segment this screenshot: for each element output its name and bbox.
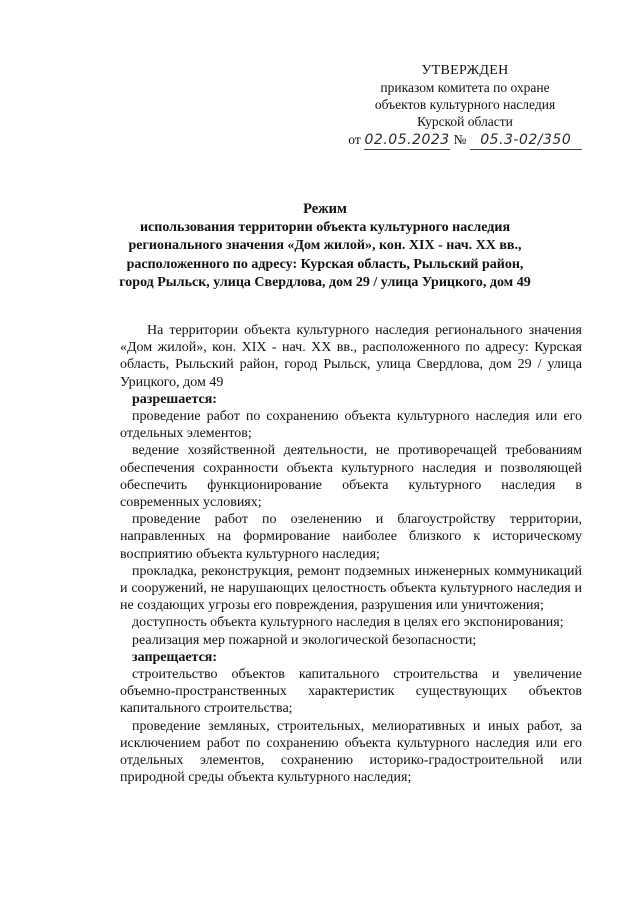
allowed-item: прокладка, реконструкция, ремонт подземных инженерных коммуникаций и сооружений, не нарушающих целостность объекта культурного наследия и не создающих угрозы его повреждения, разрушения или уничтожения;	[120, 563, 582, 614]
allowed-item: доступность объекта культурного наследия в целях его экспонирования;	[132, 615, 564, 631]
from-prefix: от	[348, 132, 361, 147]
approval-block	[330, 62, 600, 150]
intro-paragraph: На территории объекта культурного наследия регионального значения «Дом жилой», кон. XIX - нач. XX вв., расположенного по адресу: Курская область, Рыльский район, город Рыльск, улица Свердлова, дом 29 / улица Урицкого, дом 49	[120, 323, 582, 390]
approval-line-1: приказом комитета по охране	[380, 80, 550, 95]
approval-heading: УТВЕРЖДЕН	[421, 63, 509, 78]
document-body	[120, 322, 582, 786]
allowed-item: ведение хозяйственной деятельности, не противоречащей требованиям обеспечения сохранности объекта культурного наследия и позволяющей обеспечить функционирование объекта культурного наследия в современных условиях;	[120, 443, 582, 511]
title-line-2: использования территории объекта культурного наследия	[139, 219, 511, 235]
title-line-3: регионального значения «Дом жилой», кон. XIX - нач. XX вв.,	[128, 238, 522, 254]
approval-date-number-row	[330, 131, 600, 150]
forbidden-item: проведение земляных, строительных, мелиоративных и иных работ, за исключением работ по сохранению объекта культурного наследия или его отдельных элементов, сохранению историко-градостроительной или природной среды объекта культурного наследия;	[120, 718, 582, 786]
approval-line-2: объектов культурного наследия	[374, 97, 556, 112]
allowed-label: разрешается:	[132, 391, 217, 407]
allowed-item: проведение работ по озеленению и благоустройству территории, направленных на формирование наиболее близкого к историческому восприятию объекта культурного наследия;	[120, 512, 582, 562]
forbidden-label: запрещается:	[132, 649, 218, 665]
handwritten-date: 02.05.2023	[364, 132, 450, 148]
handwritten-number: 05.3-02/350	[470, 132, 582, 150]
document-title	[95, 200, 555, 293]
title-line-4: расположенного по адресу: Курская область, Рыльский район,	[126, 256, 524, 272]
number-prefix: №	[453, 132, 467, 147]
allowed-item: проведение работ по сохранению объекта культурного наследия или его отдельных элементов;	[120, 409, 582, 442]
approval-line-3: Курской области	[417, 114, 513, 129]
title-line-5: город Рыльск, улица Свердлова, дом 29 / улица Урицкого, дом 49	[119, 275, 531, 291]
title-line-1: Режим	[303, 201, 347, 217]
allowed-item: реализация мер пожарной и экологической безопасности;	[132, 632, 477, 648]
forbidden-item: строительство объектов капитального строительства и увеличение объемно-пространственных характеристик существующих объектов капитального строительства;	[120, 667, 582, 717]
